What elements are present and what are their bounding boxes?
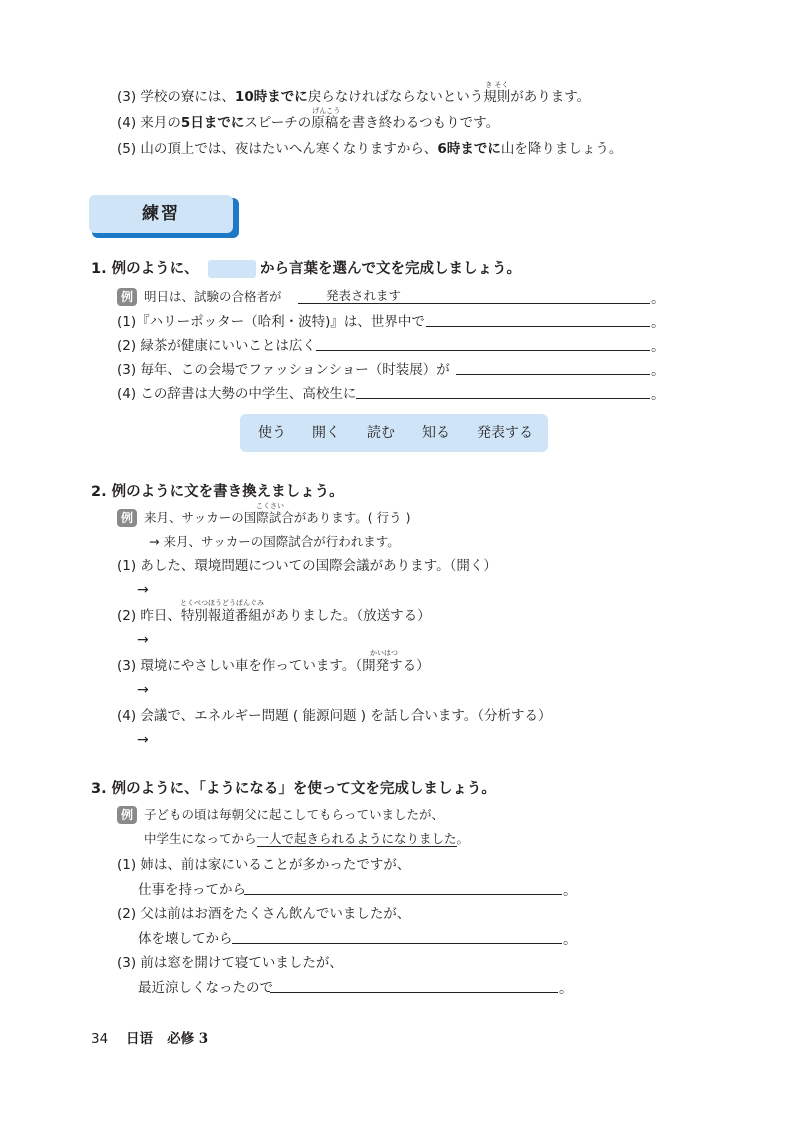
ex3-instruction: 3. 例のように、「ようになる」を使って文を完成しましょう。 bbox=[91, 781, 496, 797]
ex1-example-period: 。 bbox=[651, 291, 665, 307]
ex2-item-4-arrow[interactable]: → bbox=[137, 732, 149, 748]
ruby-kisoku: き そく bbox=[485, 81, 509, 89]
ex2-item-1: (1) あした、環境問題についての国際会議があります。（開く） bbox=[117, 558, 497, 574]
ex1-item-2-answer-line[interactable] bbox=[316, 350, 650, 351]
ex2-item-1-arrow[interactable]: → bbox=[137, 582, 149, 598]
intro-item-5: (5) 山の頂上では、夜はたいへん寒くなりますから、6時までに山を降りましょう。 bbox=[117, 141, 623, 157]
ex1-item-3: (3) 毎年、この会場でファッションショー（时装展）が bbox=[117, 362, 450, 378]
intro-item-4: (4) 来月の5日までにスピーチの げんこう 原稿を書き終わるつもりです。 bbox=[117, 107, 500, 131]
ex2-item-2-ruby: とくべつほうどうばんぐみ bbox=[180, 599, 264, 607]
ex2-item-2-arrow[interactable]: → bbox=[137, 632, 149, 648]
ex1-example-answer: 発表されます bbox=[326, 288, 402, 303]
ex1-item-2: (2) 緑茶が健康にいいことは広く bbox=[117, 338, 316, 354]
intro-item-3: (3) 学校の寮には、10時までに戻らなければならないという き そく 規則があります。 bbox=[117, 81, 591, 105]
ex3-item-1-answer-line[interactable] bbox=[244, 894, 562, 895]
ex2-instruction: 2. 例のように文を書き換えましょう。 bbox=[91, 484, 344, 500]
ex3-item-3-line2: 最近涼しくなったので bbox=[138, 980, 273, 996]
page-number: 34 bbox=[91, 1031, 109, 1047]
ex3-item-2-answer-line[interactable] bbox=[232, 943, 562, 944]
word-hiraku: 開く bbox=[312, 425, 340, 441]
ex3-item-3-period: 。 bbox=[559, 981, 573, 997]
ex3-item-1-period: 。 bbox=[563, 883, 577, 899]
ex2-item-3-arrow[interactable]: → bbox=[137, 682, 149, 698]
ex2-example-badge: 例 bbox=[117, 509, 137, 527]
ex3-example-answer: 一人で起きられるようになりました bbox=[256, 831, 457, 846]
ex1-instruction-a: 1. 例のように、 bbox=[91, 261, 199, 277]
ex1-example-text: 明日は、試験の合格者が bbox=[144, 289, 282, 304]
ex3-item-3-answer-line[interactable] bbox=[270, 992, 558, 993]
ruby-genkou: げんこう bbox=[312, 107, 341, 115]
ex1-item-1: (1)『ハリーポッター（哈利・波特)』は、世界中で bbox=[117, 314, 425, 330]
word-happyousuru: 発表する bbox=[477, 425, 533, 441]
ex1-item-3-answer-line[interactable] bbox=[456, 374, 650, 375]
ex2-item-3: (3) 環境にやさしい車を作っています。（開発する） bbox=[117, 658, 430, 674]
ex2-item-3-ruby: かいはつ bbox=[370, 649, 398, 657]
ex1-item-4-answer-line[interactable] bbox=[356, 398, 650, 399]
ex1-item-1-period: 。 bbox=[651, 315, 665, 331]
ex1-item-1-answer-line[interactable] bbox=[426, 326, 650, 327]
ex2-item-4: (4) 会議で、エネルギー問題 ( 能源问题 ) を話し合います。（分析する） bbox=[117, 708, 552, 724]
ex3-item-2-line1: (2) 父は前はお酒をたくさん飲んでいましたが、 bbox=[117, 906, 411, 922]
ex1-blank-box bbox=[208, 260, 256, 278]
ex1-item-4: (4) この辞書は大勢の中学生、高校生に bbox=[117, 386, 357, 402]
ex2-example-answer: → 来月、サッカーの国際試合が行われます。 bbox=[149, 534, 400, 549]
word-shiru: 知る bbox=[422, 425, 450, 441]
section-header: 練習 bbox=[89, 195, 233, 233]
ex1-example-underline bbox=[298, 303, 650, 304]
ex1-item-3-period: 。 bbox=[651, 363, 665, 379]
word-yomu: 読む bbox=[367, 425, 395, 441]
ex3-item-1-line2: 仕事を持ってから bbox=[138, 882, 246, 898]
ex3-item-1-line1: (1) 姉は、前は家にいることが多かったですが、 bbox=[117, 857, 411, 873]
ex3-example-line1: 子どもの頃は毎朝父に起こしてもらっていましたが、 bbox=[144, 807, 445, 822]
ex1-instruction-b: から言葉を選んで文を完成しましょう。 bbox=[260, 261, 521, 277]
ex1-item-4-period: 。 bbox=[651, 387, 665, 403]
ex2-example-text: 来月、サッカーの国際試合があります。( 行う ) bbox=[144, 510, 411, 525]
ex3-item-3-line1: (3) 前は窓を開けて寝ていましたが、 bbox=[117, 955, 343, 971]
word-tsukau: 使う bbox=[258, 425, 286, 441]
ex1-example-badge: 例 bbox=[117, 288, 137, 306]
book-title: 日语 必修 3 bbox=[126, 1031, 209, 1047]
ex3-item-2-line2: 体を壊してから bbox=[138, 931, 233, 947]
ex2-example-ruby: こくさい bbox=[256, 502, 284, 510]
ex3-example-badge: 例 bbox=[117, 806, 137, 824]
ex1-item-2-period: 。 bbox=[651, 339, 665, 355]
ex2-item-2: (2) 昨日、特別報道番組がありました。（放送する） bbox=[117, 608, 431, 624]
ex3-item-2-period: 。 bbox=[563, 932, 577, 948]
ex3-example-line2: 中学生になってから一人で起きられるようになりました。 bbox=[144, 831, 470, 846]
